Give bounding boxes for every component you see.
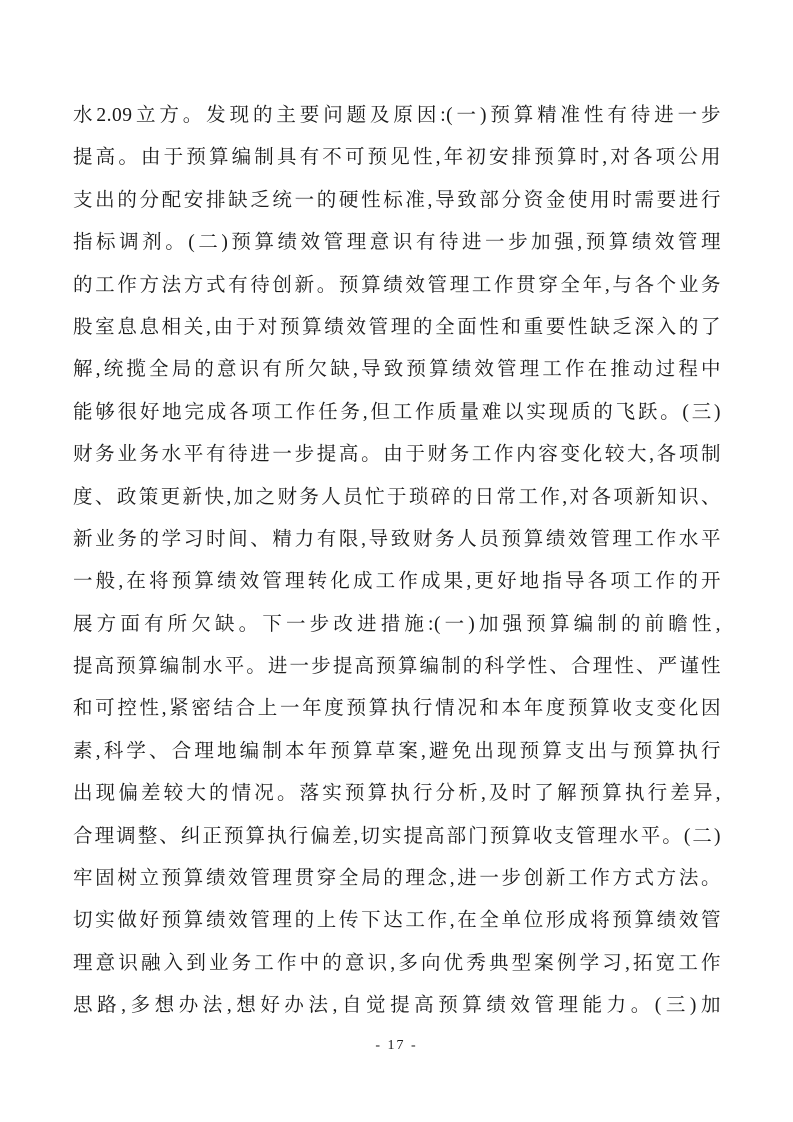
text-line: 合理调整、纠正预算执行偏差,切实提高部门预算收支管理水平。(二) [73, 825, 721, 847]
text-line: 展方面有所欠缺。下一步改进措施:(一)加强预算编制的前瞻性, [73, 613, 721, 635]
text-line: 财务业务水平有待进一步提高。由于财务工作内容变化较大,各项制 [73, 444, 721, 466]
text-line: 的工作方法方式有待创新。预算绩效管理工作贯穿全年,与各个业务 [73, 274, 721, 296]
text-line: 能够很好地完成各项工作任务,但工作质量难以实现质的飞跃。(三) [73, 401, 721, 423]
text-line: 支出的分配安排缺乏统一的硬性标准,导致部分资金使用时需要进行 [73, 189, 721, 211]
page-footer [0, 1036, 793, 1054]
text-line: 水2.09立方。发现的主要问题及原因:(一)预算精准性有待进一步 [73, 105, 721, 126]
text-line: 度、政策更新快,加之财务人员忙于琐碎的日常工作,对各项新知识、 [73, 486, 721, 508]
page-number: - 17 - [375, 1038, 418, 1053]
text-line: 新业务的学习时间、精力有限,导致财务人员预算绩效管理工作水平 [73, 528, 721, 550]
text-line: 股室息息相关,由于对预算绩效管理的全面性和重要性缺乏深入的了 [73, 316, 721, 338]
text-line: 一般,在将预算绩效管理转化成工作成果,更好地指导各项工作的开 [73, 571, 721, 593]
document-body-text [73, 95, 721, 1028]
text-line: 切实做好预算绩效管理的上传下达工作,在全单位形成将预算绩效管 [73, 910, 721, 932]
text-line: 提高。由于预算编制具有不可预见性,年初安排预算时,对各项公用 [73, 147, 721, 169]
text-line: 理意识融入到业务工作中的意识,多向优秀典型案例学习,拓宽工作 [73, 952, 721, 974]
text-line: 解,统揽全局的意识有所欠缺,导致预算绩效管理工作在推动过程中 [73, 359, 721, 381]
text-line: 提高预算编制水平。进一步提高预算编制的科学性、合理性、严谨性 [73, 656, 721, 678]
text-line: 出现偏差较大的情况。落实预算执行分析,及时了解预算执行差异, [73, 783, 721, 805]
text-line: 牢固树立预算绩效管理贯穿全局的理念,进一步创新工作方式方法。 [73, 868, 721, 890]
text-line: 思路,多想办法,想好办法,自觉提高预算绩效管理能力。(三)加 [73, 995, 721, 1017]
text-line: 和可控性,紧密结合上一年度预算执行情况和本年度预算收支变化因 [73, 698, 721, 720]
text-line: 指标调剂。(二)预算绩效管理意识有待进一步加强,预算绩效管理 [73, 232, 721, 254]
text-line: 素,科学、合理地编制本年预算草案,避免出现预算支出与预算执行 [73, 740, 721, 762]
